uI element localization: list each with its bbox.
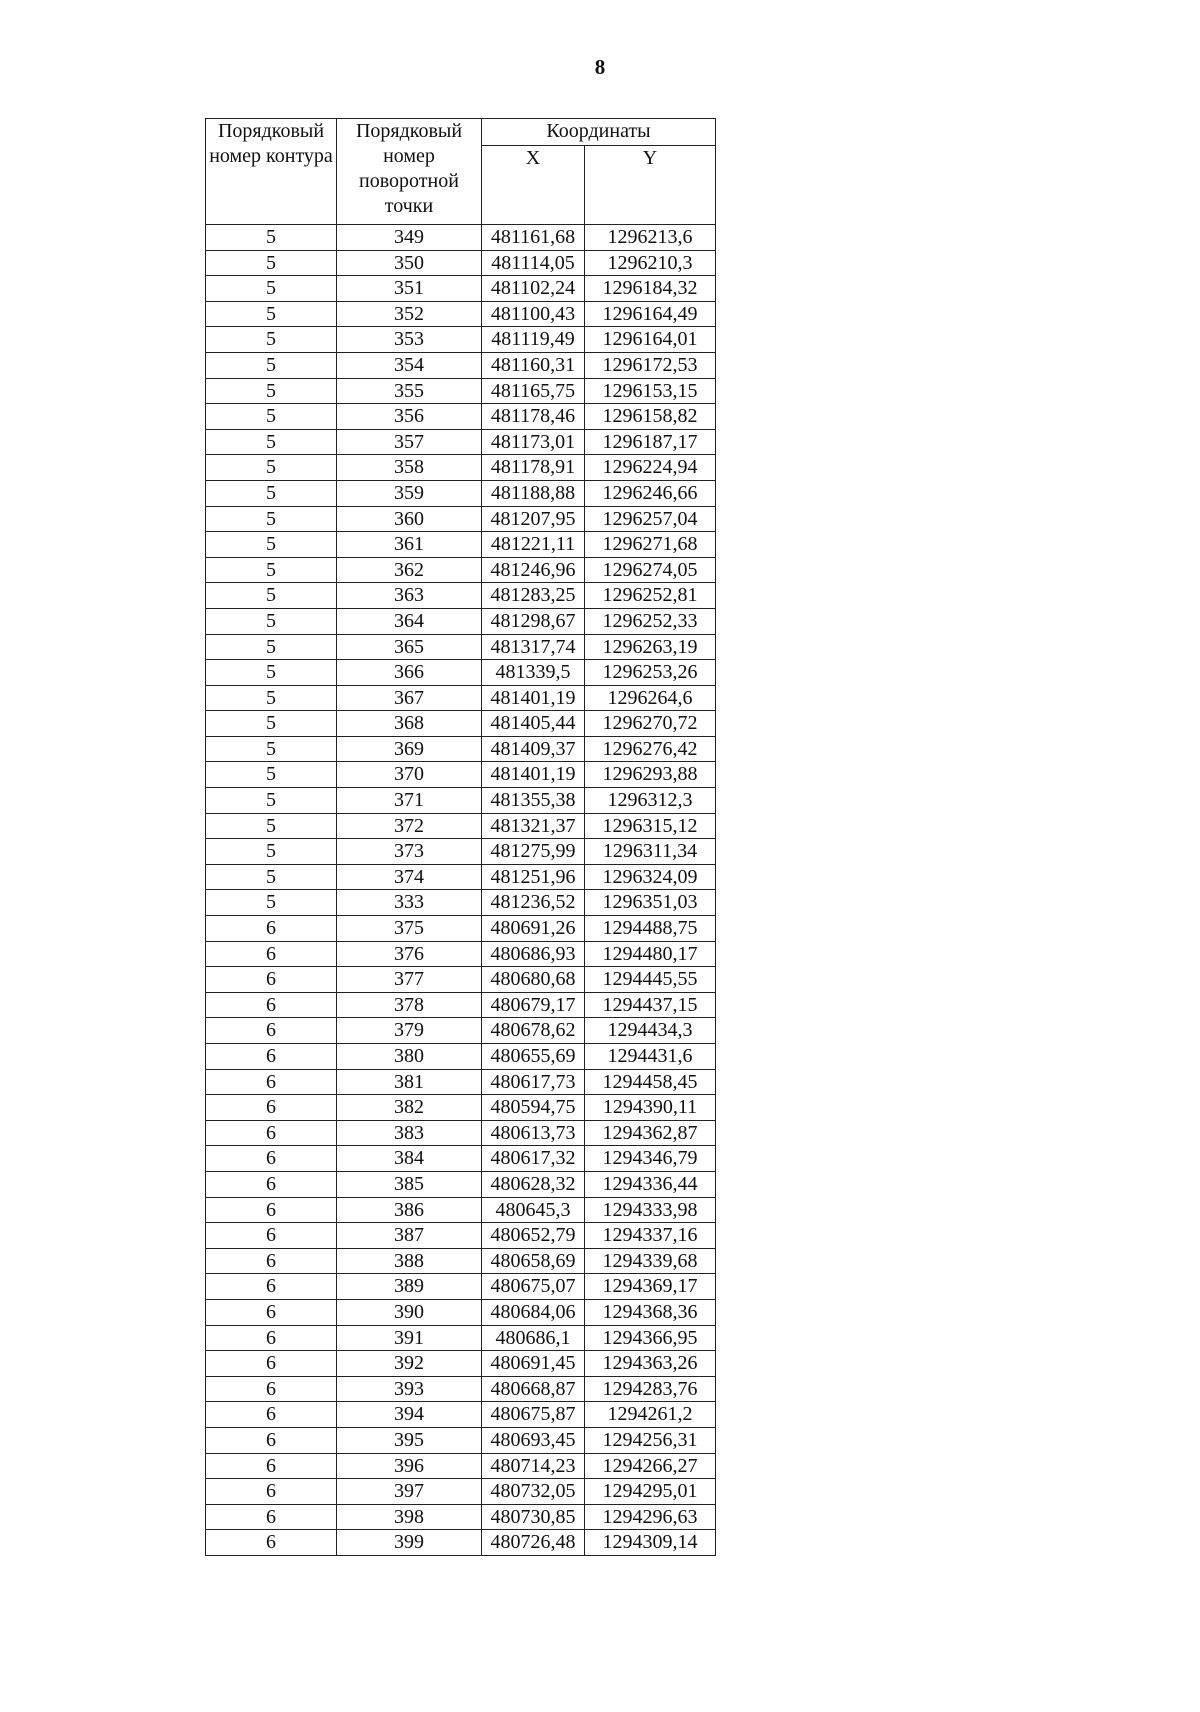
header-x: X (482, 146, 585, 225)
cell-point-number: 362 (337, 557, 482, 583)
cell-contour-number: 5 (206, 352, 337, 378)
cell-y: 1296210,3 (585, 250, 716, 276)
cell-x: 480726,48 (482, 1530, 585, 1556)
cell-x: 481401,19 (482, 685, 585, 711)
cell-x: 480675,07 (482, 1274, 585, 1300)
cell-contour-number: 5 (206, 506, 337, 532)
table-row (206, 532, 716, 558)
cell-point-number: 386 (337, 1197, 482, 1223)
cell-point-number: 396 (337, 1453, 482, 1479)
header-point-line-3: поворотной (359, 170, 459, 192)
table-row (206, 711, 716, 737)
cell-x: 480628,32 (482, 1171, 585, 1197)
cell-x: 481100,43 (482, 301, 585, 327)
cell-contour-number: 6 (206, 1376, 337, 1402)
table-row (206, 941, 716, 967)
cell-contour-number: 5 (206, 685, 337, 711)
cell-point-number: 373 (337, 839, 482, 865)
cell-point-number: 370 (337, 762, 482, 788)
table-row (206, 762, 716, 788)
cell-y: 1296257,04 (585, 506, 716, 532)
cell-x: 481173,01 (482, 429, 585, 455)
table-row (206, 480, 716, 506)
table-row (206, 276, 716, 302)
table-row (206, 1171, 716, 1197)
cell-y: 1296153,15 (585, 378, 716, 404)
cell-y: 1296184,32 (585, 276, 716, 302)
cell-x: 481178,91 (482, 455, 585, 481)
cell-y: 1296246,66 (585, 480, 716, 506)
table-row (206, 864, 716, 890)
cell-y: 1294431,6 (585, 1044, 716, 1070)
cell-point-number: 398 (337, 1504, 482, 1530)
table-row (206, 1325, 716, 1351)
cell-y: 1294333,98 (585, 1197, 716, 1223)
cell-point-number: 356 (337, 404, 482, 430)
header-contour-line-2: номер контура (209, 145, 333, 167)
cell-contour-number: 5 (206, 583, 337, 609)
cell-point-number: 375 (337, 916, 482, 942)
cell-x: 480675,87 (482, 1402, 585, 1428)
table-row (206, 327, 716, 353)
cell-point-number: 376 (337, 941, 482, 967)
cell-x: 480691,45 (482, 1351, 585, 1377)
cell-contour-number: 6 (206, 1325, 337, 1351)
cell-y: 1294480,17 (585, 941, 716, 967)
cell-y: 1294339,68 (585, 1248, 716, 1274)
cell-point-number: 368 (337, 711, 482, 737)
cell-contour-number: 5 (206, 711, 337, 737)
cell-point-number: 379 (337, 1018, 482, 1044)
cell-y: 1294366,95 (585, 1325, 716, 1351)
cell-contour-number: 5 (206, 736, 337, 762)
cell-y: 1294363,26 (585, 1351, 716, 1377)
cell-y: 1294309,14 (585, 1530, 716, 1556)
cell-contour-number: 6 (206, 916, 337, 942)
table-row (206, 404, 716, 430)
cell-x: 481188,88 (482, 480, 585, 506)
cell-point-number: 354 (337, 352, 482, 378)
cell-contour-number: 6 (206, 1479, 337, 1505)
table-row (206, 685, 716, 711)
cell-x: 480594,75 (482, 1095, 585, 1121)
cell-point-number: 389 (337, 1274, 482, 1300)
header-point-number (337, 119, 482, 225)
table-row (206, 788, 716, 814)
cell-contour-number: 6 (206, 1146, 337, 1172)
cell-point-number: 391 (337, 1325, 482, 1351)
cell-y: 1296276,42 (585, 736, 716, 762)
cell-point-number: 395 (337, 1427, 482, 1453)
cell-contour-number: 6 (206, 1069, 337, 1095)
cell-contour-number: 6 (206, 1248, 337, 1274)
header-point-line-2: номер (383, 145, 435, 167)
cell-x: 481114,05 (482, 250, 585, 276)
table-row (206, 1274, 716, 1300)
cell-x: 481178,46 (482, 404, 585, 430)
cell-x: 480732,05 (482, 1479, 585, 1505)
cell-x: 480693,45 (482, 1427, 585, 1453)
cell-contour-number: 6 (206, 1427, 337, 1453)
cell-contour-number: 5 (206, 608, 337, 634)
coordinates-table (205, 118, 716, 1556)
table-row (206, 225, 716, 251)
table-row (206, 1530, 716, 1556)
cell-contour-number: 6 (206, 1223, 337, 1249)
cell-y: 1296351,03 (585, 890, 716, 916)
table-row (206, 429, 716, 455)
cell-contour-number: 6 (206, 1197, 337, 1223)
cell-contour-number: 5 (206, 225, 337, 251)
table-row (206, 608, 716, 634)
cell-contour-number: 6 (206, 1351, 337, 1377)
cell-contour-number: 5 (206, 660, 337, 686)
cell-x: 481317,74 (482, 634, 585, 660)
cell-y: 1294296,63 (585, 1504, 716, 1530)
cell-x: 481321,37 (482, 813, 585, 839)
cell-point-number: 393 (337, 1376, 482, 1402)
cell-y: 1296293,88 (585, 762, 716, 788)
cell-x: 481405,44 (482, 711, 585, 737)
cell-contour-number: 5 (206, 480, 337, 506)
cell-y: 1294266,27 (585, 1453, 716, 1479)
cell-point-number: 394 (337, 1402, 482, 1428)
cell-point-number: 350 (337, 250, 482, 276)
cell-contour-number: 5 (206, 813, 337, 839)
cell-contour-number: 6 (206, 1018, 337, 1044)
cell-x: 481236,52 (482, 890, 585, 916)
cell-contour-number: 5 (206, 532, 337, 558)
cell-contour-number: 6 (206, 1171, 337, 1197)
cell-y: 1294458,45 (585, 1069, 716, 1095)
cell-point-number: 399 (337, 1530, 482, 1556)
cell-contour-number: 5 (206, 890, 337, 916)
cell-point-number: 369 (337, 736, 482, 762)
cell-y: 1296324,09 (585, 864, 716, 890)
cell-point-number: 365 (337, 634, 482, 660)
cell-y: 1294261,2 (585, 1402, 716, 1428)
cell-y: 1294336,44 (585, 1171, 716, 1197)
cell-y: 1294337,16 (585, 1223, 716, 1249)
cell-x: 480684,06 (482, 1299, 585, 1325)
cell-contour-number: 5 (206, 762, 337, 788)
cell-y: 1296312,3 (585, 788, 716, 814)
cell-point-number: 367 (337, 685, 482, 711)
cell-point-number: 390 (337, 1299, 482, 1325)
table-row (206, 1018, 716, 1044)
cell-x: 480658,69 (482, 1248, 585, 1274)
cell-y: 1294390,11 (585, 1095, 716, 1121)
cell-x: 480680,68 (482, 967, 585, 993)
cell-contour-number: 6 (206, 1530, 337, 1556)
cell-point-number: 358 (337, 455, 482, 481)
cell-x: 480678,62 (482, 1018, 585, 1044)
cell-contour-number: 5 (206, 301, 337, 327)
cell-point-number: 383 (337, 1120, 482, 1146)
cell-x: 481355,38 (482, 788, 585, 814)
cell-x: 480714,23 (482, 1453, 585, 1479)
cell-x: 480652,79 (482, 1223, 585, 1249)
table-row (206, 967, 716, 993)
cell-x: 481409,37 (482, 736, 585, 762)
cell-x: 481102,24 (482, 276, 585, 302)
cell-point-number: 352 (337, 301, 482, 327)
cell-y: 1296263,19 (585, 634, 716, 660)
cell-contour-number: 5 (206, 634, 337, 660)
table-row (206, 455, 716, 481)
table-row (206, 1248, 716, 1274)
cell-contour-number: 6 (206, 1299, 337, 1325)
cell-contour-number: 5 (206, 378, 337, 404)
cell-contour-number: 5 (206, 404, 337, 430)
table-row (206, 1146, 716, 1172)
table-row (206, 1402, 716, 1428)
cell-contour-number: 6 (206, 941, 337, 967)
cell-y: 1296315,12 (585, 813, 716, 839)
cell-x: 480617,32 (482, 1146, 585, 1172)
cell-y: 1294362,87 (585, 1120, 716, 1146)
cell-y: 1296224,94 (585, 455, 716, 481)
table-row (206, 352, 716, 378)
cell-point-number: 366 (337, 660, 482, 686)
cell-x: 481401,19 (482, 762, 585, 788)
cell-y: 1296252,81 (585, 583, 716, 609)
header-point-line-4: точки (384, 195, 434, 217)
cell-x: 481339,5 (482, 660, 585, 686)
cell-contour-number: 6 (206, 1274, 337, 1300)
header-point-line-1: Порядковый (355, 120, 463, 142)
cell-x: 480686,93 (482, 941, 585, 967)
cell-x: 481298,67 (482, 608, 585, 634)
cell-x: 480645,3 (482, 1197, 585, 1223)
cell-y: 1296172,53 (585, 352, 716, 378)
cell-point-number: 361 (337, 532, 482, 558)
cell-point-number: 353 (337, 327, 482, 353)
cell-contour-number: 6 (206, 1120, 337, 1146)
cell-y: 1296253,26 (585, 660, 716, 686)
cell-y: 1296252,33 (585, 608, 716, 634)
table-row (206, 660, 716, 686)
table-body (206, 225, 716, 1556)
cell-x: 481161,68 (482, 225, 585, 251)
cell-y: 1296187,17 (585, 429, 716, 455)
cell-contour-number: 5 (206, 276, 337, 302)
cell-point-number: 357 (337, 429, 482, 455)
cell-point-number: 371 (337, 788, 482, 814)
cell-x: 480655,69 (482, 1044, 585, 1070)
cell-y: 1294256,31 (585, 1427, 716, 1453)
cell-y: 1296164,49 (585, 301, 716, 327)
table-header (206, 119, 716, 225)
cell-y: 1294295,01 (585, 1479, 716, 1505)
cell-contour-number: 5 (206, 429, 337, 455)
cell-point-number: 349 (337, 225, 482, 251)
table-row (206, 1299, 716, 1325)
cell-y: 1294346,79 (585, 1146, 716, 1172)
cell-x: 480686,1 (482, 1325, 585, 1351)
table-row (206, 1479, 716, 1505)
cell-y: 1294437,15 (585, 992, 716, 1018)
cell-contour-number: 6 (206, 1453, 337, 1479)
cell-contour-number: 6 (206, 992, 337, 1018)
table-row (206, 250, 716, 276)
cell-contour-number: 5 (206, 250, 337, 276)
cell-x: 481246,96 (482, 557, 585, 583)
cell-x: 480679,17 (482, 992, 585, 1018)
cell-y: 1296311,34 (585, 839, 716, 865)
cell-y: 1296264,6 (585, 685, 716, 711)
cell-contour-number: 5 (206, 788, 337, 814)
page-number: 8 (594, 55, 606, 79)
cell-y: 1296274,05 (585, 557, 716, 583)
table-row (206, 557, 716, 583)
cell-point-number: 381 (337, 1069, 482, 1095)
cell-x: 481160,31 (482, 352, 585, 378)
cell-y: 1294368,36 (585, 1299, 716, 1325)
header-coordinates: Координаты (482, 119, 716, 146)
cell-x: 480668,87 (482, 1376, 585, 1402)
cell-point-number: 382 (337, 1095, 482, 1121)
cell-y: 1296271,68 (585, 532, 716, 558)
cell-y: 1294283,76 (585, 1376, 716, 1402)
table-row (206, 1223, 716, 1249)
header-contour-line-1: Порядковый (217, 120, 325, 142)
table-row (206, 378, 716, 404)
cell-x: 480613,73 (482, 1120, 585, 1146)
cell-x: 481221,11 (482, 532, 585, 558)
cell-point-number: 385 (337, 1171, 482, 1197)
cell-y: 1294488,75 (585, 916, 716, 942)
cell-y: 1296270,72 (585, 711, 716, 737)
cell-contour-number: 5 (206, 557, 337, 583)
table-row (206, 1095, 716, 1121)
table-row (206, 1044, 716, 1070)
cell-y: 1296213,6 (585, 225, 716, 251)
cell-y: 1296164,01 (585, 327, 716, 353)
header-contour-number (206, 119, 337, 225)
cell-contour-number: 5 (206, 864, 337, 890)
cell-contour-number: 6 (206, 967, 337, 993)
cell-contour-number: 6 (206, 1095, 337, 1121)
cell-x: 481165,75 (482, 378, 585, 404)
cell-point-number: 388 (337, 1248, 482, 1274)
table-row (206, 1120, 716, 1146)
table-row (206, 1376, 716, 1402)
cell-x: 481207,95 (482, 506, 585, 532)
cell-x: 481275,99 (482, 839, 585, 865)
cell-point-number: 333 (337, 890, 482, 916)
table-row (206, 916, 716, 942)
table-row (206, 992, 716, 1018)
cell-x: 480617,73 (482, 1069, 585, 1095)
cell-point-number: 364 (337, 608, 482, 634)
table-row (206, 736, 716, 762)
table-row (206, 1197, 716, 1223)
table-row (206, 839, 716, 865)
cell-point-number: 363 (337, 583, 482, 609)
cell-x: 481251,96 (482, 864, 585, 890)
table-row (206, 1351, 716, 1377)
table-row (206, 1504, 716, 1530)
cell-point-number: 392 (337, 1351, 482, 1377)
table-row (206, 1427, 716, 1453)
cell-y: 1294445,55 (585, 967, 716, 993)
cell-point-number: 355 (337, 378, 482, 404)
cell-x: 480730,85 (482, 1504, 585, 1530)
cell-point-number: 377 (337, 967, 482, 993)
cell-x: 481119,49 (482, 327, 585, 353)
cell-point-number: 380 (337, 1044, 482, 1070)
table-row (206, 301, 716, 327)
cell-point-number: 359 (337, 480, 482, 506)
cell-point-number: 384 (337, 1146, 482, 1172)
cell-point-number: 397 (337, 1479, 482, 1505)
cell-point-number: 374 (337, 864, 482, 890)
cell-contour-number: 5 (206, 455, 337, 481)
table-row (206, 813, 716, 839)
cell-contour-number: 6 (206, 1402, 337, 1428)
cell-point-number: 372 (337, 813, 482, 839)
cell-point-number: 378 (337, 992, 482, 1018)
header-y: Y (585, 146, 716, 225)
table-row (206, 634, 716, 660)
cell-contour-number: 5 (206, 839, 337, 865)
table-row (206, 1069, 716, 1095)
cell-x: 480691,26 (482, 916, 585, 942)
cell-point-number: 360 (337, 506, 482, 532)
cell-y: 1296158,82 (585, 404, 716, 430)
table-row (206, 506, 716, 532)
cell-y: 1294369,17 (585, 1274, 716, 1300)
table-row (206, 890, 716, 916)
cell-contour-number: 6 (206, 1504, 337, 1530)
table-row (206, 1453, 716, 1479)
cell-point-number: 351 (337, 276, 482, 302)
cell-x: 481283,25 (482, 583, 585, 609)
table-row (206, 583, 716, 609)
cell-contour-number: 6 (206, 1044, 337, 1070)
cell-y: 1294434,3 (585, 1018, 716, 1044)
cell-point-number: 387 (337, 1223, 482, 1249)
cell-contour-number: 5 (206, 327, 337, 353)
